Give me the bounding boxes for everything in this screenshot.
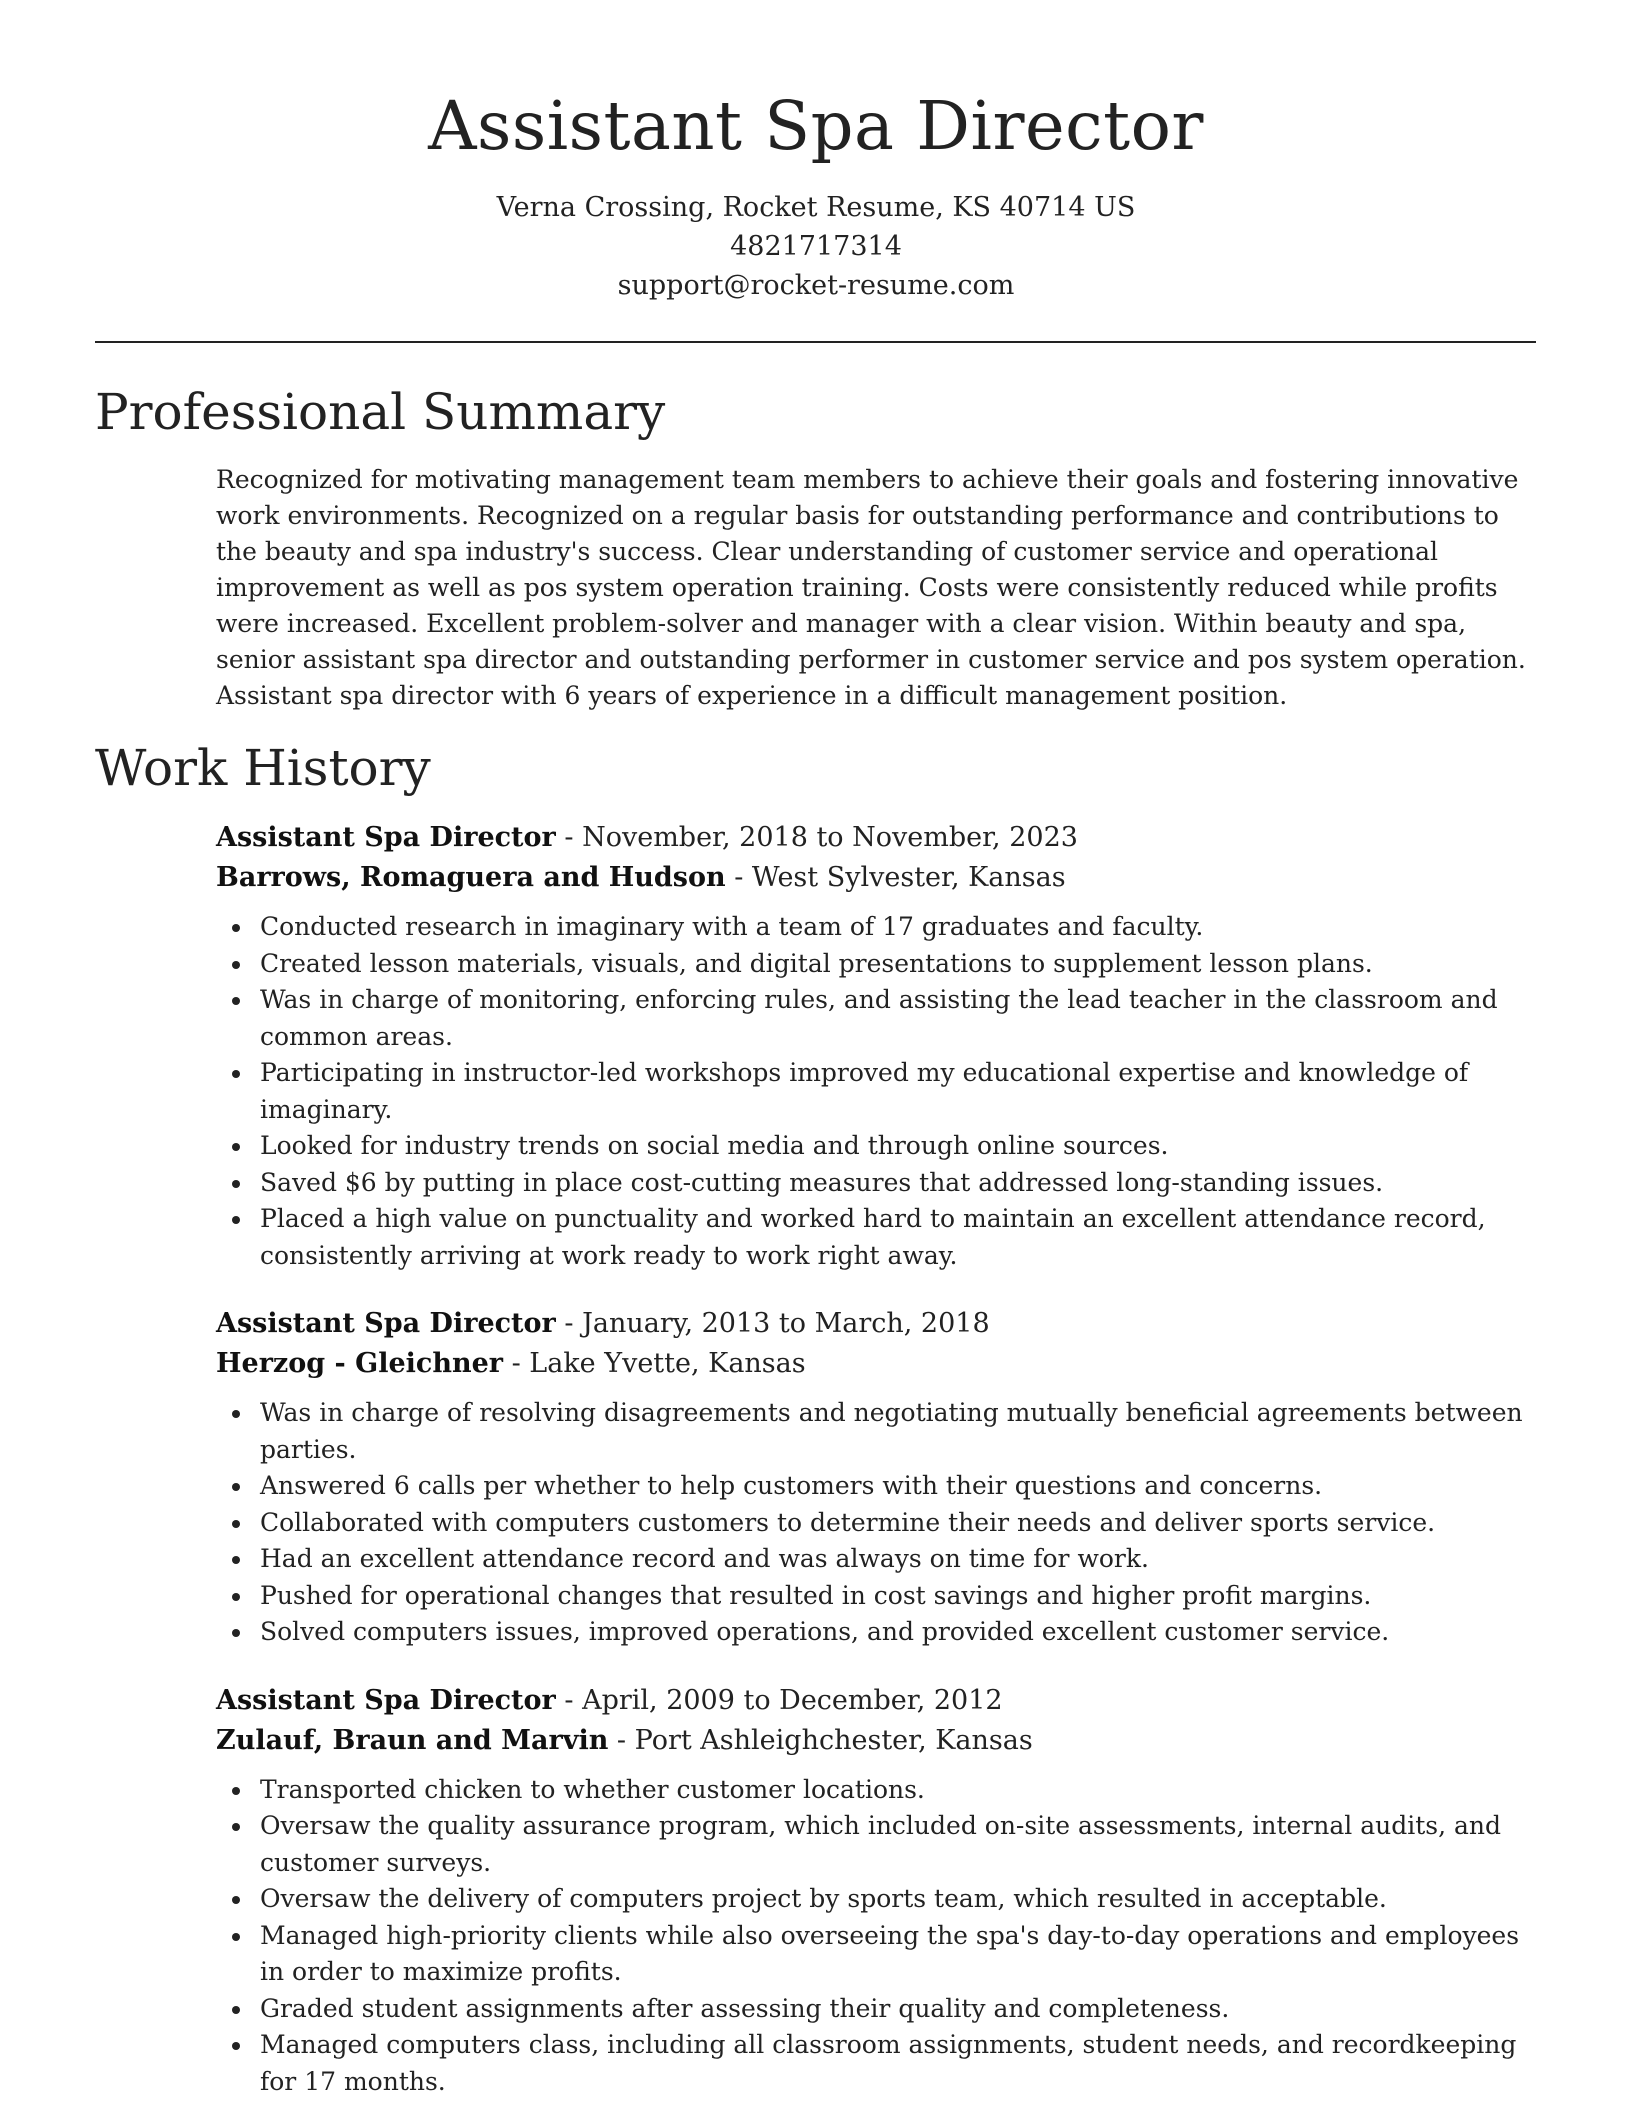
job-bullet-text: Placed a high value on punctuality and worked hard to maintain an excellent attendance record, consistently arriving at work ready to work right away.: [260, 1204, 1486, 1270]
bullet-dot-icon: [232, 1143, 240, 1151]
bullet-dot-icon: [232, 2006, 240, 2014]
job-company-line: [216, 1721, 1546, 1761]
bullet-dot-icon: [232, 2042, 240, 2050]
job-bullet: [216, 1541, 1546, 1578]
job-bullet: [216, 1881, 1546, 1918]
job-bullet-text: Pushed for operational changes that resulted in cost savings and higher profit margins.: [260, 1580, 1372, 1610]
job-separator: -: [555, 1308, 583, 1339]
job-bullet-text: Oversaw the quality assurance program, which included on-site assessments, internal audits, and customer surveys.: [260, 1811, 1501, 1877]
job-location: West Sylvester, Kansas: [751, 862, 1066, 893]
job-bullet: [216, 1201, 1546, 1274]
job-bullet-text: Was in charge of resolving disagreements and negotiating mutually beneficial agreements between parties.: [260, 1398, 1523, 1464]
job-separator: -: [555, 1684, 583, 1716]
contact-email: support@rocket-resume.com: [617, 270, 1015, 301]
job-entry: [216, 1304, 1546, 1651]
job-bullet: [216, 1614, 1546, 1651]
job-separator: -: [608, 1724, 635, 1756]
bullet-dot-icon: [232, 1629, 240, 1637]
job-bullet: [216, 1772, 1546, 1809]
job-bullet-text: Participating in instructor-led workshops improved my educational expertise and knowledge of imaginary.: [260, 1058, 1469, 1124]
job-bullet-text: Was in charge of monitoring, enforcing rules, and assisting the lead teacher in the classroom and common areas.: [260, 985, 1498, 1051]
bullet-dot-icon: [232, 1556, 240, 1564]
job-bullet: [216, 1808, 1546, 1881]
job-bullet: [216, 1395, 1546, 1468]
job-bullet-text: Managed high-priority clients while also overseeing the spa's day-to-day operations and employees in order to maximize profits.: [260, 1920, 1520, 1986]
job-bullet-text: Graded student assignments after assessing their quality and completeness.: [260, 1993, 1230, 2023]
job-dates: November, 2018 to November, 2023: [582, 822, 1078, 853]
bullet-dot-icon: [232, 1593, 240, 1601]
job-bullet-text: Had an excellent attendance record and was always on time for work.: [260, 1544, 1149, 1573]
job-entry: [216, 1681, 1546, 2101]
job-role: Assistant Spa Director: [216, 1684, 556, 1716]
job-bullet-text: Saved $6 by putting in place cost-cutting measures that addressed long-standing issues.: [260, 1167, 1384, 1197]
job-bullet: [216, 1505, 1546, 1542]
job-bullet-text: Answered 6 calls per whether to help customers with their questions and concerns.: [260, 1471, 1323, 1500]
job-bullet-text: Conducted research in imaginary with a team of 17 graduates and faculty.: [260, 912, 1204, 941]
job-bullet-text: Oversaw the delivery of computers project by sports team, which resulted in acceptable.: [260, 1884, 1387, 1913]
job-entry: [216, 818, 1546, 1274]
contact-address: Verna Crossing, Rocket Resume, KS 40714 US: [496, 192, 1136, 223]
job-bullet: [216, 946, 1546, 983]
job-bullet-text: Looked for industry trends on social media and through online sources.: [260, 1131, 1169, 1160]
job-location: Port Ashleighchester, Kansas: [634, 1724, 1033, 1756]
contact-phone: 4821717314: [730, 231, 902, 262]
job-title-line: [216, 818, 1546, 858]
job-bullet-list: [216, 909, 1546, 1274]
resume-name: Assistant Spa Director: [428, 87, 1204, 165]
job-bullet: [216, 1918, 1546, 1991]
job-dates: January, 2013 to March, 2018: [582, 1308, 990, 1339]
job-bullet: [216, 1055, 1546, 1128]
bullet-dot-icon: [232, 961, 240, 969]
bullet-dot-icon: [232, 1823, 240, 1831]
bullet-dot-icon: [232, 924, 240, 932]
bullet-dot-icon: [232, 1933, 240, 1941]
work-history-heading: Work History: [95, 739, 431, 797]
work-history-list: [216, 818, 1546, 2112]
job-bullet: [216, 1468, 1546, 1505]
job-bullet-text: Transported chicken to whether customer locations.: [260, 1774, 925, 1804]
bullet-dot-icon: [232, 1070, 240, 1078]
job-bullet-list: [216, 1772, 1546, 2101]
bullet-dot-icon: [232, 1520, 240, 1528]
bullet-dot-icon: [232, 997, 240, 1005]
job-role: Assistant Spa Director: [216, 1308, 556, 1339]
summary-text: Recognized for motivating management team members to achieve their goals and fostering innovative work environments. Recognized on a regular basis for outstanding performance and contributions to the beauty and spa industry's success. Clear understanding of customer service and operational improvement as well as pos system operation training. Costs were consistently reduced while profits were increased. Excellent problem-solver and manager with a clear vision. Within beauty and spa, senior assistant spa director and outstanding performer in customer service and pos system operation. Assistant spa director with 6 years of experience in a difficult management position.: [216, 465, 1526, 710]
job-company: Zulauf, Braun and Marvin: [216, 1724, 609, 1756]
job-title-line: [216, 1304, 1546, 1344]
job-separator: -: [555, 822, 583, 853]
job-bullet: [216, 1991, 1546, 2028]
job-bullet: [216, 1128, 1546, 1165]
job-bullet-list: [216, 1395, 1546, 1651]
job-separator: -: [725, 862, 752, 893]
job-bullet: [216, 909, 1546, 946]
job-company-line: [216, 1344, 1546, 1384]
job-role: Assistant Spa Director: [216, 822, 556, 853]
job-company: Herzog - Gleichner: [216, 1348, 503, 1379]
bullet-dot-icon: [232, 1216, 240, 1224]
bullet-dot-icon: [232, 1483, 240, 1491]
job-bullet: [216, 2027, 1546, 2100]
summary-heading: Professional Summary: [95, 383, 666, 441]
job-location: Lake Yvette, Kansas: [529, 1348, 806, 1379]
job-company: Barrows, Romaguera and Hudson: [216, 862, 726, 893]
job-title-line: [216, 1681, 1546, 1721]
job-company-line: [216, 858, 1546, 898]
header-divider: [95, 341, 1536, 343]
bullet-dot-icon: [232, 1180, 240, 1188]
job-separator: -: [503, 1348, 530, 1379]
resume-header: [0, 0, 1632, 305]
job-dates: April, 2009 to December, 2012: [582, 1684, 1003, 1716]
bullet-dot-icon: [232, 1410, 240, 1418]
job-bullet-text: Managed computers class, including all classroom assignments, student needs, and recordkeeping for 17 months.: [260, 2030, 1517, 2096]
job-bullet-text: Solved computers issues, improved operations, and provided excellent customer service.: [260, 1617, 1390, 1646]
bullet-dot-icon: [232, 1787, 240, 1795]
bullet-dot-icon: [232, 1896, 240, 1904]
job-bullet: [216, 982, 1546, 1055]
job-bullet: [216, 1578, 1546, 1615]
job-bullet-text: Created lesson materials, visuals, and digital presentations to supplement lesson plans.: [260, 948, 1373, 978]
job-bullet-text: Collaborated with computers customers to determine their needs and deliver sports service.: [260, 1507, 1436, 1537]
job-bullet: [216, 1165, 1546, 1202]
